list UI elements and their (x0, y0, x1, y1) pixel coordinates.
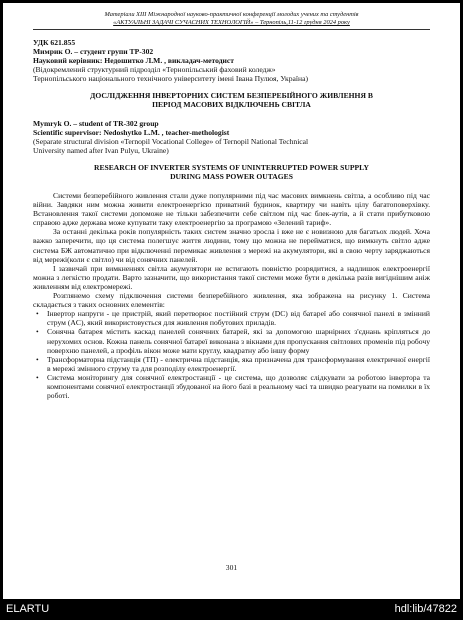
page-number: 301 (225, 563, 238, 572)
ua-title (33, 91, 430, 109)
en-title-line-1: RESEARCH OF INVERTER SYSTEMS OF UNINTERRUPTED POWER SUPPLY (93, 163, 370, 172)
list-item (33, 309, 430, 327)
header-line-1: Матеріали ХІІІ Міжнародної науково-практичної конференції молодих учених та студентів (104, 11, 359, 18)
ua-author: Мимрик О. – студент групи ТР-302 (33, 47, 154, 56)
header-divider (33, 29, 430, 30)
en-author: Mymryk O. – student of TR-302 group (33, 119, 159, 128)
ua-affiliation-2: Тернопільського національного технічного університету імені Івана Пулюя, Україна) (33, 74, 308, 83)
elements-list (33, 309, 430, 400)
list-item (33, 327, 430, 354)
document-page (3, 3, 460, 599)
en-affiliation-2: University named after Ivan Pulyu, Ukraine) (33, 146, 169, 155)
list-item-text: Трансформаторна підстанція (ТП) - електрична підстанція, яка призначена для трансформування електричної енергії в мережі змінного струму та для розподілу електроенергії. (47, 354, 430, 373)
footer-left-label: ELARTU (6, 603, 50, 615)
header-line-2: «АКТУАЛЬНІ ЗАДАЧІ СУЧАСНИХ ТЕХНОЛОГІЙ» – Тернопіль,11-12 грудня 2024 року (113, 19, 350, 26)
paragraph-2: За останні декілька років популярність таких систем значно зросла і вже не є новизною для багатьох людей. Хоча важко заперечити, що ця система полегшує життя людини, тому що можна не перейматися, що вимкнуть світло адже система БЖ автоматично при відключенні перемикає живлення з мережі на акумулятори, які в свою черту заряджаються від мережі(коли є світло) чи від сонячних панелей. (33, 227, 430, 264)
en-affiliation-1: (Separate structural division «Ternopil Vocational College» of Ternopil National Technical (33, 137, 309, 146)
bullet-icon: • (36, 309, 39, 319)
paragraph-3: І зазвичай при вимкненнях світла акумулятори не встигають повністю розрядитися, а надлишок електроенергії можна з легкістю продати. Варто зазначити, що використання такої системи може бути в декілька разів вигіднішим аніж живленням від електромережі. (33, 263, 430, 291)
list-item (33, 373, 430, 400)
list-item (33, 355, 430, 373)
conference-header (33, 11, 430, 27)
en-title-line-2: DURING MASS POWER OUTAGES (170, 172, 293, 181)
ua-supervisor: Науковий керівник: Недошитко Л.М. , викладач-методист (33, 56, 235, 65)
list-item-text: Сонячна батарея містить каскад панелей сонячних батарей, які за допомогою шарнірних з'єднань кріпляться до нерухомих основ. Кожна панель сонячної батареї виконана з вікнами для пропускання світлових променів під робочу поверхню панелей, а профіль вікон може мати круглу, квадратну або іншу форму (47, 327, 430, 355)
ua-title-line-1: ДОСЛІДЖЕННЯ ІНВЕРТОРНИХ СИСТЕМ БЕЗПЕРЕБІЙНОГО ЖИВЛЕННЯ В (90, 91, 373, 100)
en-supervisor: Scientific supervisor: Nedoshytko L.M. , teacher-methologist (33, 128, 230, 137)
list-item-text: Система моніторингу для сонячної електростанції - це система, що дозволяє слідкувати за роботою інвертора та компонентами сонячної електростанції збудованої на його базі в реальному часі та швидко реагувати на помилки в їх роботі. (47, 372, 430, 401)
paragraph-4: Розглянемо схему підключення системи безперебійного живлення, яка зображена на рисунку 1. Система складається з таких основних елементів: (33, 291, 430, 310)
udk-code: УДК 621.855 (33, 38, 76, 47)
bullet-icon: • (36, 354, 39, 364)
en-title (33, 163, 430, 181)
footer-handle-link[interactable]: hdl:lib/47822 (394, 603, 457, 615)
paragraph-1: Системи безперебійного живлення стали дуже популярними під час масових вимкнень світла, а особливо під час війни. Завдяки ним можна живити електроенергією приватний будинок, квартиру чи навіть цілу багатоповерхівку. Встановлення такої системи допоможе не тільки забезпечити себе світлом під час блек-аутів, а й стати прибутковою справою адже держава може купувати таку електроенергію за програмою «Зелений тариф». (33, 191, 430, 228)
repository-footer (0, 600, 463, 620)
bullet-icon: • (36, 327, 39, 337)
bullet-icon: • (36, 372, 39, 382)
list-item-text: Інвертор напруги - це пристрій, який перетворює постійний струм (DC) від батареї або сонячної панелі в змінний струм (AC), який використовується для живлення побутових приладів. (47, 309, 430, 328)
ua-affiliation-1: (Відокремлений структурний підрозділ «Тернопільський фаховий коледж» (33, 65, 276, 74)
ua-title-line-2: ПЕРІОД МАСОВИХ ВІДКЛЮЧЕНЬ СВІТЛА (152, 100, 311, 109)
